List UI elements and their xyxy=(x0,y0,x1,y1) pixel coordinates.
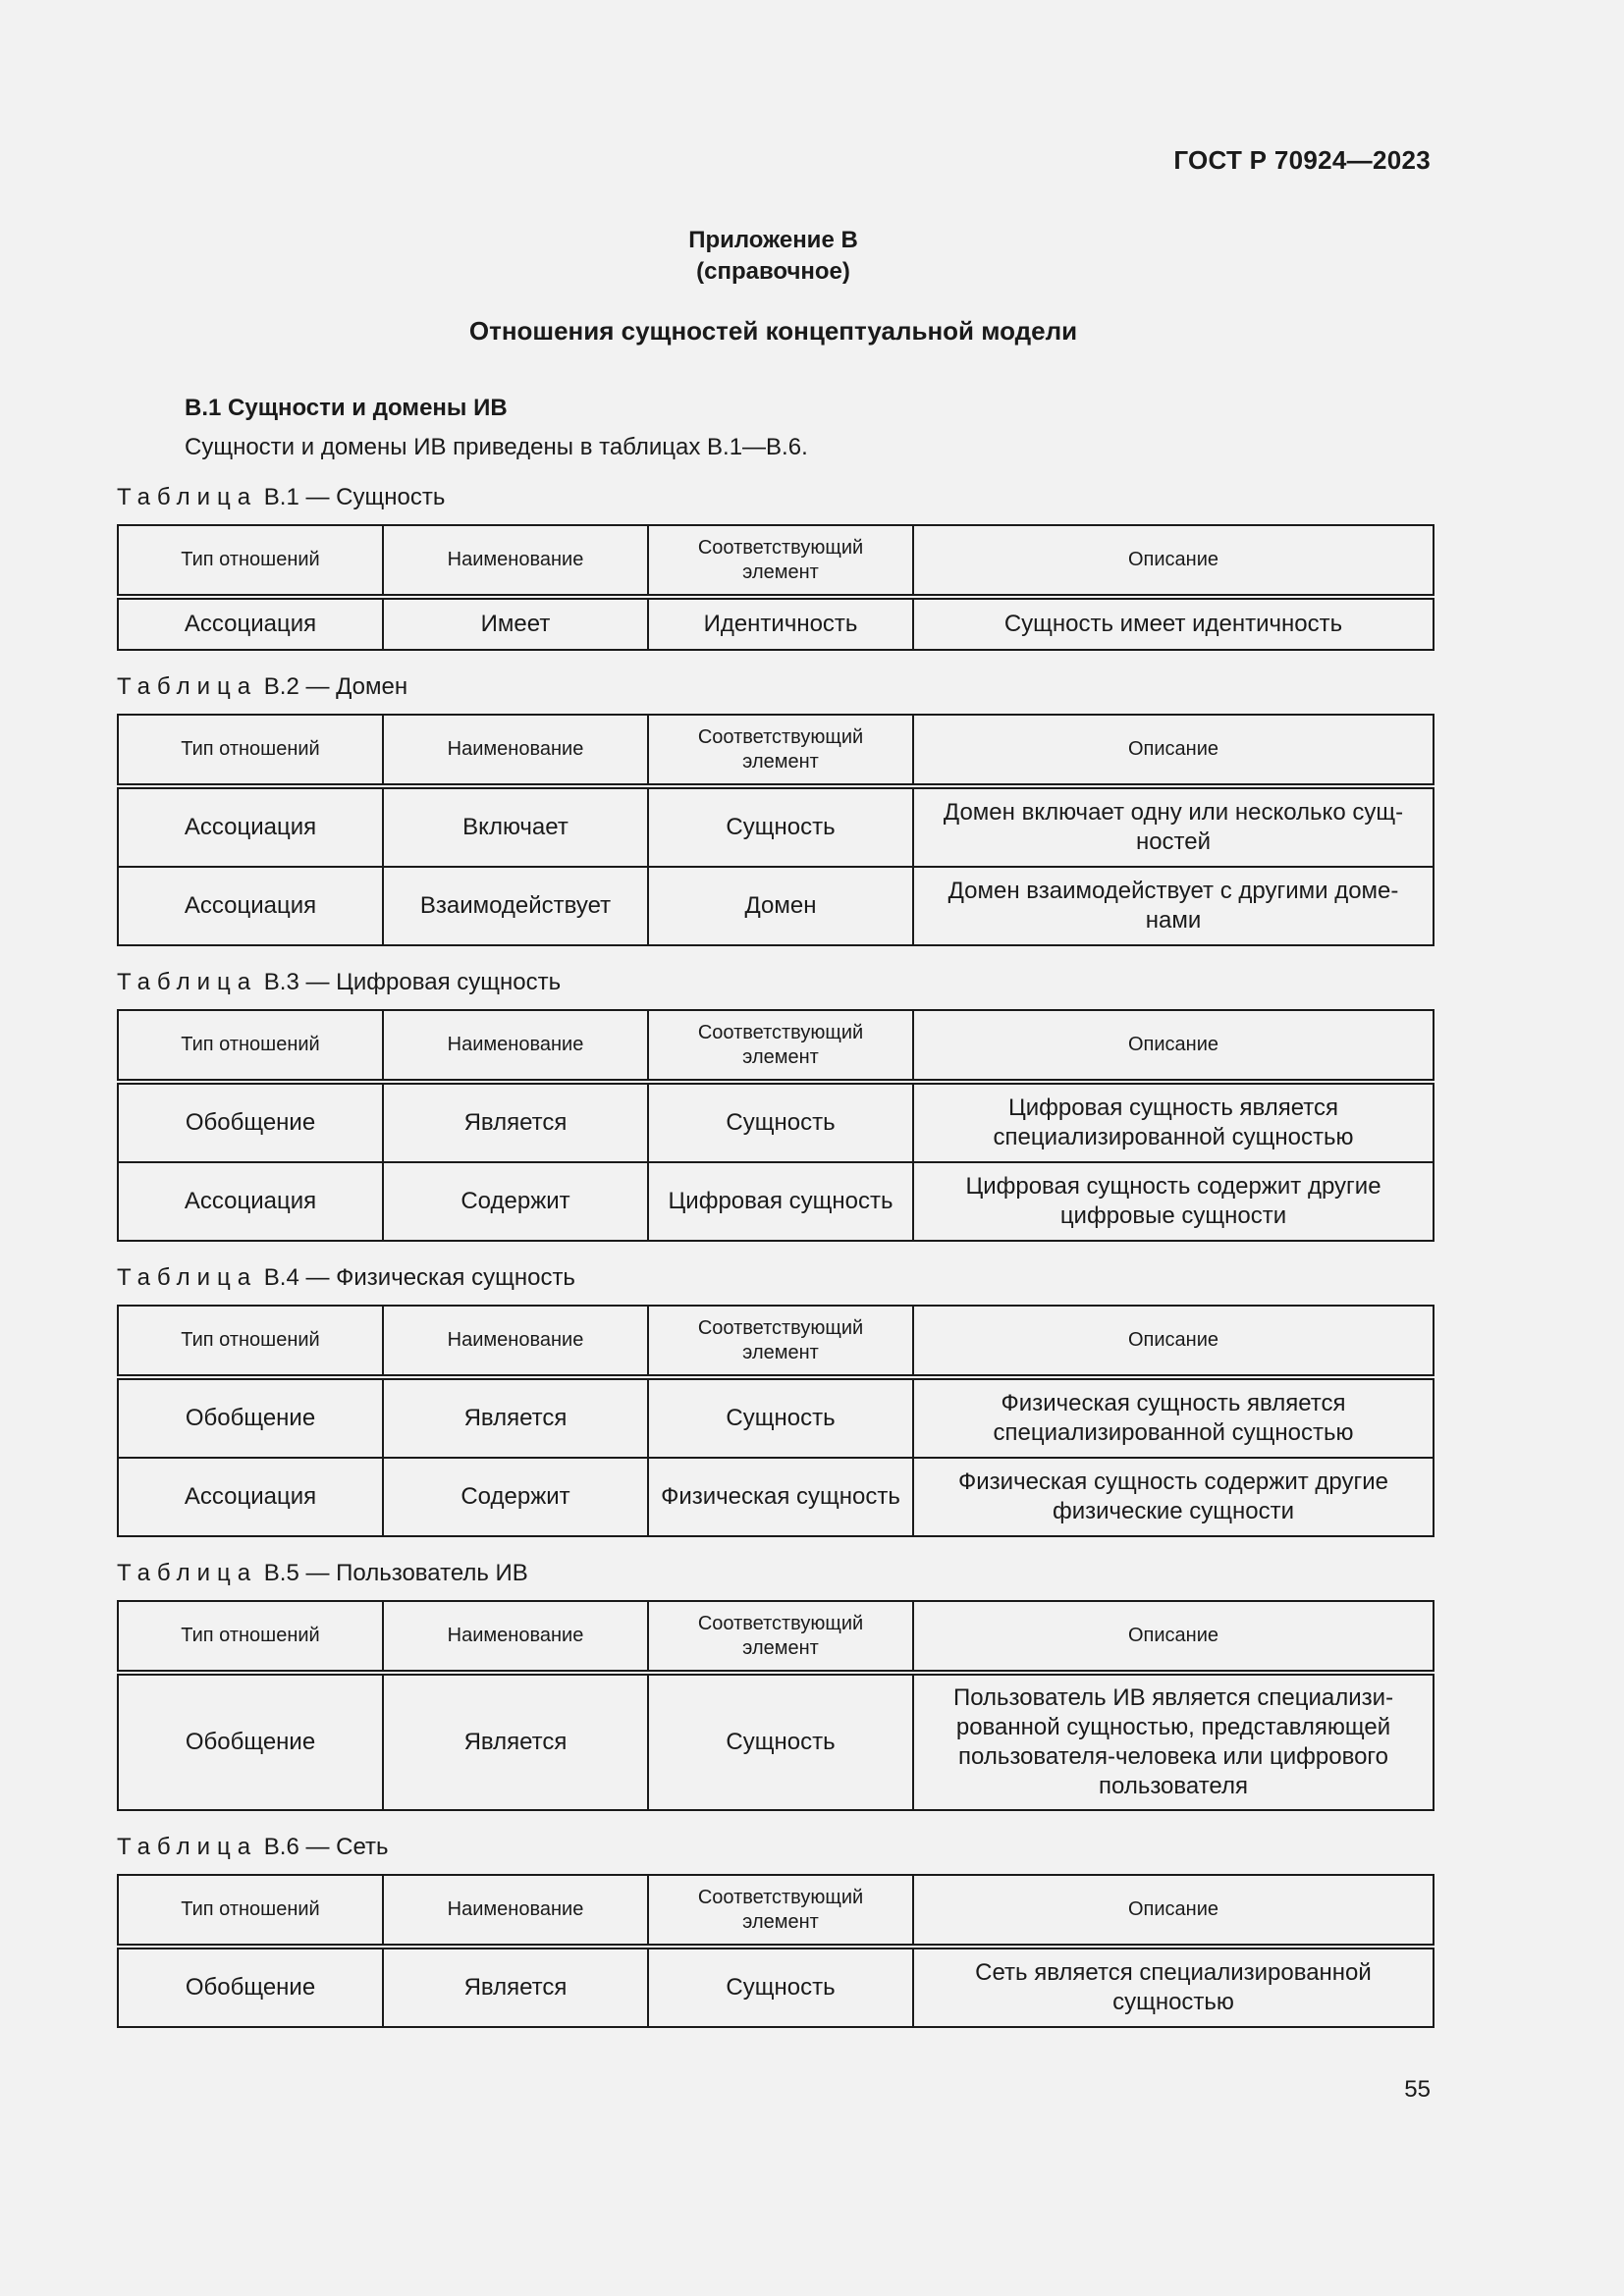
column-header: Соответствующий элемент xyxy=(648,1601,913,1673)
relations-table xyxy=(117,524,1435,651)
table-caption xyxy=(117,672,1432,702)
column-header: Наименование xyxy=(383,715,648,786)
table-cell: Является xyxy=(383,1377,648,1458)
table-cell: Пользователь ИВ является специализи-рованной сущностью, представляющей пользователя-человека или цифрового пользователя xyxy=(913,1673,1434,1810)
table-caption-text: В.6 — Сеть xyxy=(263,1834,389,1860)
column-header: Тип отношений xyxy=(118,715,383,786)
table-cell: Обобщение xyxy=(118,1673,383,1810)
column-header: Соответствующий элемент xyxy=(648,1875,913,1947)
table-row xyxy=(118,1377,1434,1458)
column-header: Тип отношений xyxy=(118,1601,383,1673)
table-cell: Сеть является специализированной сущностью xyxy=(913,1947,1434,2027)
table-cell: Ассоциация xyxy=(118,1458,383,1536)
table-cell: Обобщение xyxy=(118,1082,383,1162)
column-header: Наименование xyxy=(383,1306,648,1377)
table-caption-word: Таблица xyxy=(117,1834,258,1860)
table-row xyxy=(118,1162,1434,1241)
table-cell: Содержит xyxy=(383,1162,648,1241)
table-caption-text: В.5 — Пользователь ИВ xyxy=(263,1560,528,1586)
table-header-row xyxy=(118,715,1434,786)
column-header: Наименование xyxy=(383,525,648,597)
appendix-type: (справочное) xyxy=(696,258,850,285)
table-row xyxy=(118,597,1434,650)
table-header-row xyxy=(118,1875,1434,1947)
column-header: Описание xyxy=(913,715,1434,786)
table-caption xyxy=(117,483,1432,512)
table-caption-word: Таблица xyxy=(117,969,258,995)
table-cell: Ассоциация xyxy=(118,1162,383,1241)
relations-table xyxy=(117,714,1435,946)
table-cell: Идентичность xyxy=(648,597,913,650)
table-cell: Имеет xyxy=(383,597,648,650)
table-cell: Является xyxy=(383,1673,648,1810)
table-cell: Домен взаимодействует с другими доме-нами xyxy=(913,867,1434,945)
table-header-row xyxy=(118,525,1434,597)
column-header: Тип отношений xyxy=(118,525,383,597)
table-cell: Домен xyxy=(648,867,913,945)
table-cell: Физическая сущность содержит другие физические сущности xyxy=(913,1458,1434,1536)
table-cell: Сущность xyxy=(648,1673,913,1810)
table-row xyxy=(118,1458,1434,1536)
table-caption-text: В.4 — Физическая сущность xyxy=(263,1264,575,1291)
relations-table xyxy=(117,1600,1435,1811)
table-header-row xyxy=(118,1601,1434,1673)
section-heading: В.1 Сущности и домены ИВ xyxy=(185,395,508,421)
table-cell: Физическая сущность xyxy=(648,1458,913,1536)
document-title: Отношения сущностей концептуальной модели xyxy=(468,316,1078,346)
table-cell: Цифровая сущность является специализированной сущностью xyxy=(913,1082,1434,1162)
table-row xyxy=(118,1673,1434,1810)
table-row xyxy=(118,1947,1434,2027)
relations-table xyxy=(117,1874,1435,2028)
column-header: Тип отношений xyxy=(118,1875,383,1947)
table-caption xyxy=(117,968,1432,997)
column-header: Описание xyxy=(913,525,1434,597)
table-cell: Обобщение xyxy=(118,1947,383,2027)
table-cell: Ассоциация xyxy=(118,786,383,867)
table-caption xyxy=(117,1833,1432,1862)
table-caption-text: В.2 — Домен xyxy=(263,673,408,700)
column-header: Соответствующий элемент xyxy=(648,525,913,597)
column-header: Описание xyxy=(913,1601,1434,1673)
table-row xyxy=(118,786,1434,867)
section-intro: Сущности и домены ИВ приведены в таблицах В.1—В.6. xyxy=(185,434,808,460)
column-header: Тип отношений xyxy=(118,1306,383,1377)
table-cell: Цифровая сущность содержит другие цифровые сущности xyxy=(913,1162,1434,1241)
column-header: Наименование xyxy=(383,1010,648,1082)
appendix-heading xyxy=(0,225,1546,288)
table-caption xyxy=(117,1263,1432,1293)
table-cell: Является xyxy=(383,1082,648,1162)
table-cell: Сущность xyxy=(648,1377,913,1458)
column-header: Описание xyxy=(913,1875,1434,1947)
table-caption-text: В.1 — Сущность xyxy=(263,484,446,510)
table-caption-word: Таблица xyxy=(117,1560,258,1586)
column-header: Наименование xyxy=(383,1601,648,1673)
table-row xyxy=(118,867,1434,945)
column-header: Наименование xyxy=(383,1875,648,1947)
column-header: Соответствующий элемент xyxy=(648,1010,913,1082)
table-header-row xyxy=(118,1010,1434,1082)
page-number: 55 xyxy=(1404,2076,1431,2103)
table-caption-word: Таблица xyxy=(117,1264,258,1291)
table-cell: Физическая сущность является специализированной сущностью xyxy=(913,1377,1434,1458)
table-cell: Обобщение xyxy=(118,1377,383,1458)
table-cell: Домен включает одну или несколько сущ-ностей xyxy=(913,786,1434,867)
column-header: Соответствующий элемент xyxy=(648,715,913,786)
standard-header: ГОСТ Р 70924—2023 xyxy=(1173,145,1431,175)
table-cell: Сущность xyxy=(648,786,913,867)
table-cell: Ассоциация xyxy=(118,597,383,650)
column-header: Описание xyxy=(913,1306,1434,1377)
relations-table xyxy=(117,1305,1435,1537)
table-cell: Является xyxy=(383,1947,648,2027)
table-header-row xyxy=(118,1306,1434,1377)
table-caption-word: Таблица xyxy=(117,484,258,510)
table-caption-text: В.3 — Цифровая сущность xyxy=(263,969,562,995)
table-cell: Сущность xyxy=(648,1947,913,2027)
table-cell: Взаимодействует xyxy=(383,867,648,945)
relations-table xyxy=(117,1009,1435,1242)
column-header: Описание xyxy=(913,1010,1434,1082)
appendix-title: Приложение В xyxy=(688,227,858,253)
column-header: Тип отношений xyxy=(118,1010,383,1082)
table-row xyxy=(118,1082,1434,1162)
tables-container xyxy=(117,483,1432,2050)
table-cell: Содержит xyxy=(383,1458,648,1536)
table-caption-word: Таблица xyxy=(117,673,258,700)
table-cell: Включает xyxy=(383,786,648,867)
table-cell: Цифровая сущность xyxy=(648,1162,913,1241)
table-cell: Сущность xyxy=(648,1082,913,1162)
table-cell: Ассоциация xyxy=(118,867,383,945)
table-caption xyxy=(117,1559,1432,1588)
table-cell: Сущность имеет идентичность xyxy=(913,597,1434,650)
column-header: Соответствующий элемент xyxy=(648,1306,913,1377)
